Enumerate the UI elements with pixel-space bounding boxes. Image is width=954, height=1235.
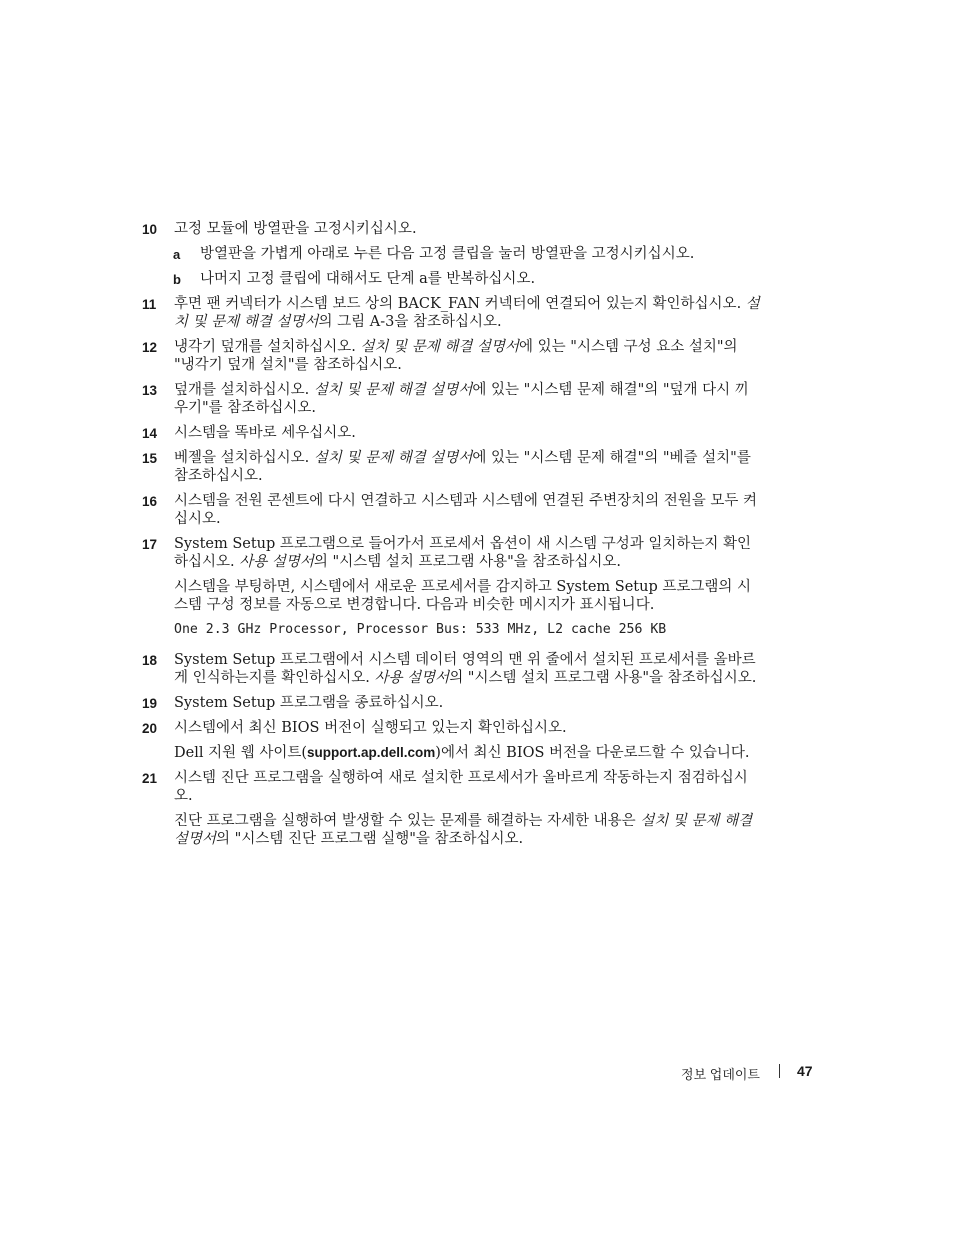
manual-reference: 설치 및 문제 해결 설명서 (174, 296, 760, 330)
substep-text: 나머지 고정 클립에 대해서도 단계 a를 반복하십시오. (200, 271, 536, 287)
substep-text: 방열판을 가볍게 아래로 누른 다음 고정 클립을 눌러 방열판을 고정시키십시오. (200, 246, 695, 262)
step-21 (142, 769, 762, 805)
footer-divider (779, 1064, 780, 1078)
step-21-note (142, 812, 762, 848)
step-17-note: 시스템을 부팅하면, 시스템에서 새로운 프로세서를 감지하고 System Setup 프로그램의 시스템 구성 정보를 자동으로 변경합니다. 다음과 비슷한 메시지가 표시됩니다. (174, 579, 751, 613)
step-18 (142, 651, 762, 687)
step-text-cont: 에 있는 "시스템 문제 해결"의 "베즐 설치"를 참조하십시오. (174, 450, 751, 484)
step-text: 베젤을 설치하십시오. (174, 450, 314, 466)
manual-reference: 사용 설명서 (239, 554, 314, 570)
step-20-note (142, 744, 762, 762)
manual-reference: 사용 설명서 (374, 670, 450, 686)
step-text: System Setup 프로그램을 종료하십시오. (174, 695, 444, 711)
substep-letter: b (173, 272, 181, 287)
step-text: 시스템을 전원 콘센트에 다시 연결하고 시스템과 시스템에 연결된 주변장치의 전원을 모두 켜십시오. (174, 493, 757, 527)
substep-letter: a (173, 247, 181, 262)
step-13 (142, 381, 762, 417)
step-12 (142, 338, 762, 374)
step-text-cont: 에 있는 "시스템 구성 요소 설치"의 "냉각기 덮개 설치"를 참조하십시오. (174, 339, 738, 373)
step-number: 16 (142, 494, 158, 509)
step-text-cont: 의 "시스템 설치 프로그램 사용"을 참조하십시오. (313, 554, 622, 570)
step-17 (142, 535, 762, 571)
step-text: System Setup 프로그램에서 시스템 데이터 영역의 맨 위 줄에서 설치된 프로세서를 올바르게 인식하는지를 확인하십시오. (174, 652, 756, 686)
step-text: 냉각기 덮개를 설치하십시오. (174, 339, 361, 355)
step-text-cont: 에 있는 "시스템 문제 해결"의 "덮개 다시 끼우기"를 참조하십시오. (174, 382, 749, 416)
manual-reference: 설치 및 문제 해결 설명서 (174, 813, 753, 847)
procedure-steps (142, 220, 762, 855)
step-text-cont: 의 그림 A-3을 참조하십시오. (318, 314, 502, 330)
step-text: 시스템에서 최신 BIOS 버전이 실행되고 있는지 확인하십시오. (174, 720, 567, 736)
step-text: System Setup 프로그램으로 들어가서 프로세서 옵션이 새 시스템 구성과 일치하는지 확인하십시오. (174, 536, 751, 570)
note-text: 진단 프로그램을 실행하여 발생할 수 있는 문제를 해결하는 자세한 내용은 (174, 813, 641, 829)
step-16 (142, 492, 762, 528)
step-text: 고정 모듈에 방열판을 고정시키십시오. (174, 221, 417, 237)
manual-reference: 설치 및 문제 해결 설명서 (360, 339, 520, 355)
substep-10a (142, 245, 762, 263)
step-text-cont: 의 "시스템 설치 프로그램 사용"을 참조하십시오. (449, 670, 757, 686)
manual-reference: 설치 및 문제 해결 설명서 (313, 450, 473, 466)
step-20 (142, 719, 762, 737)
step-19 (142, 694, 762, 712)
footer-section-title: 정보 업데이트 (681, 1067, 760, 1082)
note-text-cont: 의 "시스템 진단 프로그램 실행"을 참조하십시오. (216, 831, 524, 847)
step-number: 21 (142, 771, 158, 786)
step-number: 20 (142, 721, 158, 736)
step-number: 11 (142, 297, 157, 312)
support-url-link[interactable]: support.ap.dell.com (307, 745, 436, 760)
step-15 (142, 449, 762, 485)
step-14 (142, 424, 762, 442)
step-number: 12 (142, 340, 158, 355)
manual-reference: 설치 및 문제 해결 설명서 (313, 382, 473, 398)
step-text: 시스템을 똑바로 세우십시오. (174, 425, 356, 441)
page-footer (640, 1062, 820, 1082)
step-text: 덮개를 설치하십시오. (174, 382, 314, 398)
substep-10b (142, 270, 762, 288)
note-text-cont: )에서 최신 BIOS 버전을 다운로드할 수 있습니다. (435, 745, 750, 761)
step-number: 13 (142, 383, 158, 398)
step-number: 10 (142, 222, 158, 237)
page-number: 47 (797, 1063, 813, 1079)
step-10 (142, 220, 762, 238)
system-message-code: One 2.3 GHz Processor, Processor Bus: 533 MHz, L2 cache 256 KB (174, 622, 667, 637)
step-text: 후면 팬 커넥터가 시스템 보드 상의 BACK_FAN 커넥터에 연결되어 있는지 확인하십시오. (174, 296, 746, 312)
step-number: 17 (142, 537, 158, 552)
note-text: Dell 지원 웹 사이트( (174, 745, 308, 761)
step-number: 15 (142, 451, 158, 466)
step-number: 19 (142, 696, 158, 711)
step-11 (142, 295, 762, 331)
step-number: 14 (142, 426, 158, 441)
step-number: 18 (142, 653, 158, 668)
step-text: 시스템 진단 프로그램을 실행하여 새로 설치한 프로세서가 올바르게 작동하는지 점검하십시오. (174, 770, 748, 804)
